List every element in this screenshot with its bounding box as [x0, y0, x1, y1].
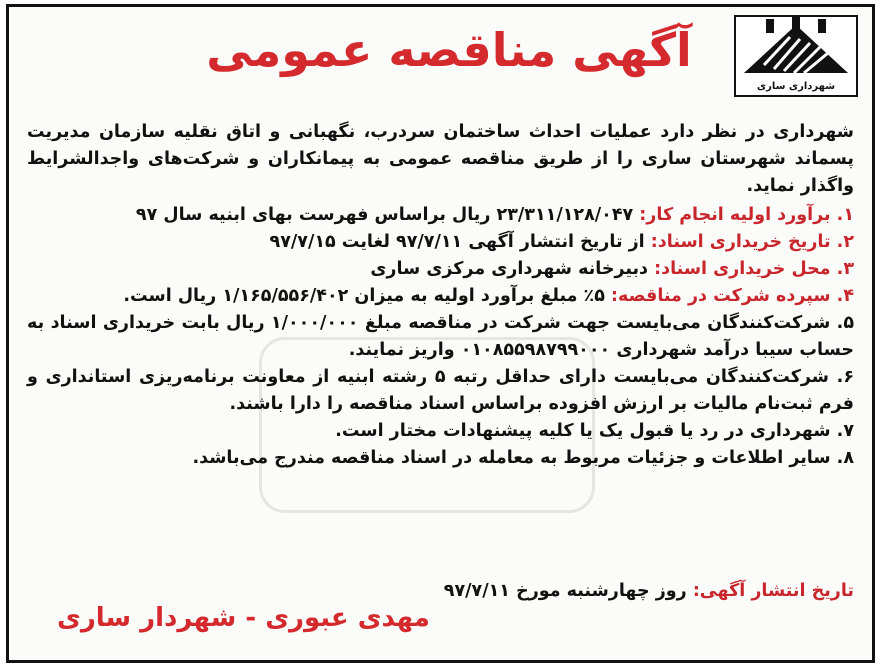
- item-8: [27, 445, 854, 472]
- item-3-label: ۳. محل خریداری اسناد:: [654, 259, 854, 279]
- notice-frame: [6, 4, 875, 663]
- item-3: [27, 256, 854, 283]
- item-5-text: ۵. شرکت‌کنندگان می‌بایست جهت شرکت در مناقصه مبلغ ۱/۰۰۰/۰۰۰ ریال بابت خریداری اسناد به حساب سیبا درآمد شهرداری ۰۱۰۸۵۵۹۸۷۹۹۰۰۰ واریز نمایند.: [27, 313, 854, 360]
- mayor-signature: مهدی عبوری - شهردار ساری: [57, 603, 430, 633]
- municipality-logo: [734, 15, 858, 97]
- item-5: [27, 310, 854, 364]
- item-2-label: ۲. تاریخ خریداری اسناد:: [650, 232, 854, 252]
- item-4-label: ۴. سپرده شرکت در مناقصه:: [611, 286, 854, 306]
- item-2: [27, 229, 854, 256]
- item-1: [27, 202, 854, 229]
- item-6: [27, 364, 854, 418]
- item-4: [27, 283, 854, 310]
- publish-date-text: روز چهارشنبه مورخ ۹۷/۷/۱۱: [443, 581, 693, 601]
- logo-caption: شهرداری ساری: [756, 81, 836, 92]
- item-4-text: ۵٪ مبلغ برآورد اولیه به میزان ۱/۱۶۵/۵۵۶/۴۰۲ ریال است.: [123, 286, 612, 306]
- item-2-text: از تاریخ انتشار آگهی ۹۷/۷/۱۱ لغایت ۹۷/۷/۱۵: [269, 232, 651, 252]
- item-8-text: ۸. سایر اطلاعات و جزئیات مربوط به معامله در اسناد مناقصه مندرج می‌باشد.: [192, 448, 854, 468]
- publish-date-label: تاریخ انتشار آگهی:: [692, 581, 854, 601]
- notice-title: آگهی مناقصه عمومی: [206, 23, 692, 77]
- item-3-text: دبیرخانه شهرداری مرکزی ساری: [370, 259, 655, 279]
- item-6-text: ۶. شرکت‌کنندگان می‌بایست دارای حداقل رتبه ۵ رشته ابنیه از معاونت برنامه‌ریزی استانداری و فرم ثبت‌نام مالیات بر ارزش افزوده براساس اسناد مناقصه را دارا باشند.: [27, 367, 854, 414]
- item-7-text: ۷. شهرداری در رد یا قبول یک یا کلیه پیشنهادات مختار است.: [335, 421, 854, 441]
- intro-paragraph: شهرداری در نظر دارد عملیات احداث ساختمان سردرب، نگهبانی و اتاق نقلیه سازمان مدیریت پسماند شهرستان ساری را از طریق مناقصه عمومی به پیمانکاران و شرکت‌های واجدالشرایط واگذار نماید.: [27, 122, 854, 196]
- item-7: [27, 418, 854, 445]
- publish-date: [444, 581, 854, 601]
- item-1-label: ۱. برآورد اولیه انجام کار:: [639, 205, 854, 225]
- item-1-text: ۲۳/۳۱۱/۱۲۸/۰۴۷ ریال براساس فهرست بهای ابنیه سال ۹۷: [135, 205, 640, 225]
- notice-body: [27, 119, 854, 472]
